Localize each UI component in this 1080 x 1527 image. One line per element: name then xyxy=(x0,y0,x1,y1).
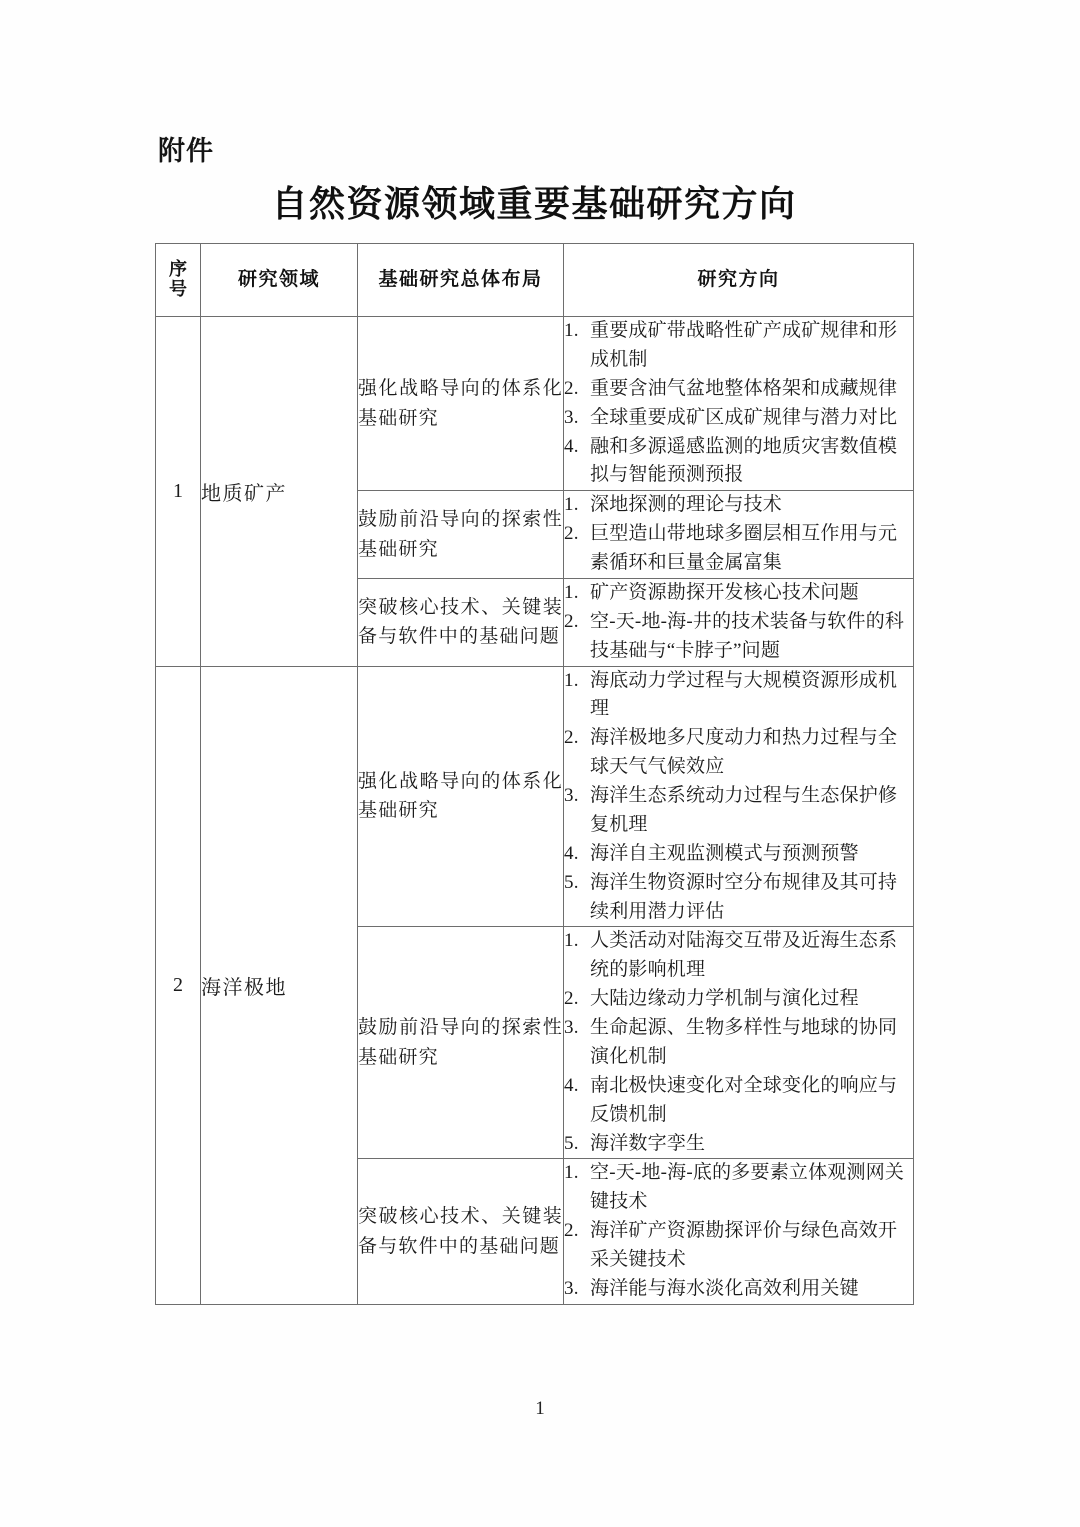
research-direction-index: 1. xyxy=(564,494,579,516)
page-number: 1 xyxy=(535,1398,545,1419)
table-row xyxy=(156,317,914,491)
research-direction-text: 空-天-地-海-底的多要素立体观测网关键技术 xyxy=(590,1162,905,1213)
research-direction-index: 2. xyxy=(564,727,579,749)
research-direction-item xyxy=(564,579,913,608)
research-direction-text: 重要含油气盆地整体格架和成藏规律 xyxy=(590,377,898,399)
research-direction-item xyxy=(564,491,913,520)
table-body xyxy=(156,317,914,1305)
research-direction-text: 海洋生态系统动力过程与生态保护修复机理 xyxy=(590,785,898,835)
cell-research-directions xyxy=(564,666,914,927)
cell-research-field: 地质矿产 xyxy=(201,317,358,667)
research-direction-item xyxy=(564,1217,913,1275)
research-direction-text: 南北极快速变化对全球变化的响应与反馈机制 xyxy=(590,1074,898,1125)
research-direction-index: 3. xyxy=(564,406,579,428)
research-direction-text: 海洋极地多尺度动力和热力过程与全球天气气候效应 xyxy=(590,727,898,778)
column-header-layout: 基础研究总体布局 xyxy=(358,244,564,317)
cell-research-directions xyxy=(564,317,914,491)
research-direction-text: 海底动力学过程与大规模资源形成机理 xyxy=(590,669,898,720)
research-direction-item xyxy=(564,724,913,782)
research-direction-index: 2. xyxy=(564,523,579,545)
table-row xyxy=(156,666,914,927)
cell-research-field: 海洋极地 xyxy=(201,666,358,1304)
cell-sequence-number: 2 xyxy=(156,666,201,1304)
research-direction-text: 海洋能与海水淡化高效利用关键 xyxy=(590,1277,859,1299)
research-direction-text: 生命起源、生物多样性与地球的协同演化机制 xyxy=(590,1017,898,1067)
research-direction-index: 1. xyxy=(564,1162,579,1184)
research-direction-list xyxy=(564,491,913,578)
column-header-seq-line1: 序 xyxy=(169,259,187,280)
research-direction-text: 人类活动对陆海交互带及近海生态系统的影响机理 xyxy=(590,930,898,981)
research-direction-text: 重要成矿带战略性矿产成矿规律和形成机制 xyxy=(590,320,898,370)
research-direction-index: 1. xyxy=(564,930,579,952)
research-direction-index: 3. xyxy=(564,1017,579,1038)
research-direction-index: 1. xyxy=(564,669,579,691)
research-direction-item xyxy=(564,667,913,725)
research-direction-index: 3. xyxy=(564,785,579,806)
research-direction-text: 空-天-地-海-井的技术装备与软件的科技基础与“卡脖子”问题 xyxy=(590,610,905,661)
research-direction-item xyxy=(564,1130,913,1159)
research-directions-table-wrapper xyxy=(155,243,913,1305)
research-direction-index: 2. xyxy=(564,988,579,1010)
research-direction-item xyxy=(564,840,913,869)
table-header-row xyxy=(156,244,914,317)
cell-research-directions xyxy=(564,1159,914,1304)
research-direction-list xyxy=(564,579,913,666)
research-direction-list xyxy=(564,667,913,927)
research-direction-list xyxy=(564,317,913,490)
research-direction-item xyxy=(564,433,913,491)
column-header-field: 研究领域 xyxy=(201,244,358,317)
cell-research-layout: 强化战略导向的体系化基础研究 xyxy=(358,666,564,927)
cell-research-layout: 鼓励前沿导向的探索性基础研究 xyxy=(358,927,564,1159)
research-direction-item xyxy=(564,1159,913,1217)
research-direction-item xyxy=(564,404,913,433)
research-direction-item xyxy=(564,317,913,375)
column-header-direction: 研究方向 xyxy=(564,244,914,317)
cell-sequence-number: 1 xyxy=(156,317,201,667)
cell-research-directions xyxy=(564,927,914,1159)
research-direction-text: 巨型造山带地球多圈层相互作用与元素循环和巨量金属富集 xyxy=(590,523,898,573)
cell-research-layout: 鼓励前沿导向的探索性基础研究 xyxy=(358,491,564,579)
research-direction-index: 1. xyxy=(564,320,579,341)
research-direction-item xyxy=(564,782,913,840)
research-direction-text: 海洋数字孪生 xyxy=(590,1132,706,1154)
research-direction-item xyxy=(564,927,913,985)
research-direction-item xyxy=(564,1275,913,1304)
research-direction-index: 5. xyxy=(564,871,579,893)
research-direction-index: 3. xyxy=(564,1277,579,1299)
research-direction-item xyxy=(564,1014,913,1072)
research-direction-text: 融和多源遥感监测的地质灾害数值模拟与智能预测预报 xyxy=(590,435,898,486)
column-header-seq xyxy=(156,244,201,317)
research-direction-text: 海洋自主观监测模式与预测预警 xyxy=(590,842,859,864)
research-direction-item xyxy=(564,608,913,666)
research-direction-text: 深地探测的理论与技术 xyxy=(590,494,783,516)
page-title: 自然资源领域重要基础研究方向 xyxy=(271,184,797,225)
research-direction-index: 4. xyxy=(564,1074,579,1096)
research-direction-index: 4. xyxy=(564,435,579,457)
research-direction-list xyxy=(564,1159,913,1303)
research-direction-index: 5. xyxy=(564,1132,579,1154)
cell-research-layout: 突破核心技术、关键装备与软件中的基础问题 xyxy=(358,1159,564,1304)
cell-research-layout: 强化战略导向的体系化基础研究 xyxy=(358,317,564,491)
research-direction-index: 4. xyxy=(564,842,579,864)
research-direction-text: 矿产资源勘探开发核心技术问题 xyxy=(590,581,859,603)
research-direction-list xyxy=(564,927,913,1158)
research-direction-index: 2. xyxy=(564,1220,579,1242)
research-direction-index: 2. xyxy=(564,610,579,632)
research-direction-item xyxy=(564,985,913,1014)
research-directions-table xyxy=(155,243,914,1305)
research-direction-text: 大陆边缘动力学机制与演化过程 xyxy=(590,988,859,1010)
cell-research-layout: 突破核心技术、关键装备与软件中的基础问题 xyxy=(358,578,564,666)
column-header-seq-line2: 号 xyxy=(169,279,187,299)
research-direction-text: 全球重要成矿区成矿规律与潜力对比 xyxy=(590,406,898,428)
research-direction-index: 1. xyxy=(564,581,579,603)
research-direction-item xyxy=(564,520,913,578)
research-direction-index: 2. xyxy=(564,377,579,399)
cell-research-directions xyxy=(564,578,914,666)
research-direction-text: 海洋生物资源时空分布规律及其可持续利用潜力评估 xyxy=(590,871,898,922)
research-direction-text: 海洋矿产资源勘探评价与绿色高效开采关键技术 xyxy=(590,1220,898,1270)
cell-research-directions xyxy=(564,491,914,579)
research-direction-item xyxy=(564,375,913,404)
research-direction-item xyxy=(564,1072,913,1130)
research-direction-item xyxy=(564,869,913,927)
attachment-label: 附件 xyxy=(158,136,214,167)
